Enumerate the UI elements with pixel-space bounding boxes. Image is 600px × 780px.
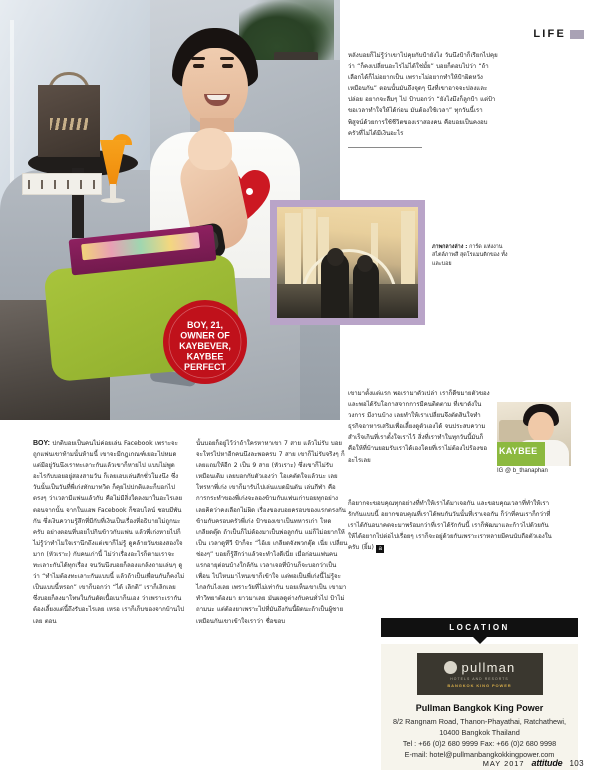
head-silhouette-left: [327, 248, 344, 266]
location-email: E-mail: hotel@pullmanbangkokkingpower.com: [404, 750, 555, 759]
location-body: [381, 644, 578, 770]
pullman-logo-subtitle: HOTELS AND RESORTS: [450, 677, 509, 681]
instagram-handle-caption: IG @ b_thanaphan: [497, 468, 548, 474]
heart-eye-right: [246, 188, 253, 195]
location-arrow-icon: [473, 637, 487, 644]
svg-text:BOY, 21,OWNER OFKAYBEVER,KAYBE: BOY, 21, OWNER OF KAYBEVER, KAYBEE PERFECT: [179, 320, 231, 372]
section-square-icon: [570, 30, 584, 39]
column-right-top: [348, 50, 498, 148]
section-label: LIFE: [533, 28, 566, 40]
column-two: [196, 438, 348, 627]
building-5: [401, 211, 415, 285]
caption-text: การ์ด แห่งงานสไตล์ภาพสี สุดโรแมนติกของ ทั้งและบอย: [432, 244, 508, 267]
body-text-right-top: หลังบอยก็ไม่รู้ว่าเขาไปคุยกับป้ายังไง วันนึงป้าก็เรียกไปคุยว่า “ก็คงเปลี่ยนอะไรไม่ได้ใช่มั้ย” บอยก็ตอบไปว่า “ถ้าเลือกได้ก็ไม่อยากเป็น เพราะไม่อยากทำให้ป้าผิดหวังเหมือนกัน” ตอนนั้นมันถึงจุดๆ นึงที่เขาอาจจะปลงและปล่อย อยากจะลืมๆ ไป ป้าบอกว่า “ยังไงมึงก็ลูกป้า แต่ป้าขอเวลาทำใจให้ได้ก่อน มันต้องใช้เวลา” ทุกวันนี้เราพิสูจน์ด้วยการใช้ชีวิตของเราสองคน คือบอยเป็นคงอบครัวที่ไม่ได้มีเงินอะไร: [348, 52, 498, 137]
column-one-text: ปกติบอยเป็นคนไม่ค่อยเล่น Facebook เพราะจะถูกแฟนเขาท้ามนั้นห้ามนี้ เขาจะมีกฎเกณฑ์เยอะไปหมด แต่มีอยู่วันนึงเราทะเลาะกันแล้วเขาก็หายไป แบบไม่พูดอะไรกับบอยอยู่สองสามวัน ก็เลยเอบเล่นสักชั่วโมงนึง ซึ่งวันนั้นเป็นวันที่พี่เก่งทักมาทวิต ก็คุยไปปกติและก็บอกไปตรงๆ ว่าเวลามีแฟนแล้วกับ คือไม่มีสิ่งใดลงมาในอะไรเลย ตอนจากนั้น จากในแอพ Facebook ก็ชอบไลน์ ชอบมีพันกัน ซึ่งเงินความรู้สึกที่มีกับที่เงินเป็นเรื่องที่อธิบายไม่ถูกนะครับ อย่างตอนที่บอยไปกินข้าวกับแฟน แล้วพี่เก่งหายไปก็ไม่รู้ว่าทำไมใจเรานึกถึงแต่เขาก็ไม่รู้ ดูคล้ายวันของสองใจมาก (หัวเราะ) กับคนเก่านี้ ไม่ว่าเรื่องอะไรก็ตามเราจะทะเลาะกันได้ทุกเรื่อง จนวันนึงบอยก็ลองแกล้งถามเล่นๆ ดูว่า “ทำไมต้องทะเลาะกันแบบนี้ แล้วถ้าเป็นเพื่อนกันก็คงไม่เป็นแบบนี้หรอก” เขาก็บอกว่า “ได้ เลิกดิ” เราก็เลิกเลย ซึ่งบอยก็ลงมาโทษในกันตัดเนื้อเนาก็นเอง ว่าเพราะเรากันต้องเลี้ยงแต่นี้ถึงรับอะไรเลย เหรอ เราก็เก็บของจากบ้านไปเลย ตอน: [33, 440, 185, 625]
body-text-center-middle: เขามาตั้งแต่แรก พอเรามาตัวเปล่า เราก็ดีขมายตัวของ และพอได้รับโอกาสจากการมีคนติดตาม ที่เขาดังในวงการ มีงานบ้าง เลยทำให้เราเปลี่ยนจึงตัดสินใจทำธุรกิจอาหารเสริมเพื่อเลี้ยงดูตัวเองได้ จนประสบความสำเร็จเกินที่เราตั้งใจเราไว้ สิ่งที่เราทำในทุกวันนี้มันก็คือให้ที่บ้านยอมรับเราได้เองโดยที่เราไม่ต้องไปร้องขออะไรเลย: [348, 390, 490, 464]
paper-bag-logo: [50, 118, 88, 130]
footer-page-number: 103: [569, 759, 584, 768]
column-one: [33, 438, 185, 627]
pullman-logo-name: pullman: [461, 660, 516, 675]
column-center-middle: [348, 388, 490, 466]
footer-brand: attitude: [531, 758, 563, 768]
glass-base: [101, 198, 125, 203]
pullman-logo-property: BANGKOK KING POWER: [447, 683, 512, 688]
column-one-lead: BOY:: [33, 440, 50, 447]
building-1: [285, 213, 301, 285]
body-text-right-middle: [348, 498, 553, 553]
location-address-line-2: 10400 Bangkok Thailand: [439, 728, 520, 737]
pullman-logo: [417, 653, 543, 695]
white-gift-box: [22, 173, 102, 195]
eye-right: [222, 64, 233, 68]
section-header: [533, 28, 584, 40]
couple-photo: [270, 200, 425, 325]
end-marker-icon: a: [376, 545, 384, 553]
pullman-logo-row: [444, 660, 516, 675]
ig-face: [528, 412, 554, 442]
page-footer: [483, 758, 584, 768]
eye-left: [193, 64, 204, 68]
footer-date: MAY 2017: [482, 759, 525, 768]
location-phone: Tel : +66 (0)2 680 9999 Fax: +66 (0)2 680 9998: [402, 739, 557, 748]
eyebrow-left: [191, 57, 205, 60]
location-box: [381, 618, 578, 770]
macarons: [81, 232, 200, 260]
column-right-middle: [348, 498, 553, 553]
photo-caption: [432, 243, 512, 268]
right-middle-text: ก็อยากจะขอบคุณทุกอย่างที่ทำให้เราได้มาเจอกัน และขอบคุณเวลาที่ทำให้เรารักกันแบบนี้ อยากขอบคุณที่เราได้พบกันวันนั้นที่เราเจอกัน ก็ว่าที่คนเราก็กว่าที่เราได้กันอนาคตจะมาพร้อมกว่าที่เราได้รักกันนี้ เราก็พัฒนาและก้าวไปด้วยกันให้ได้อยากไปต่อไปเรื่อยๆ เราก็จะอยู่ด้วยกันเพราะเราหลายมีคนนับถือตัวเองในครับ: [348, 500, 552, 552]
location-address-line-1: 8/2 Rangnam Road, Thanon-Phayathai, Ratchathewi,: [392, 717, 567, 726]
kaybee-label: KAYBEE: [499, 446, 538, 456]
eyebrow-right: [220, 57, 234, 60]
caption-label: ภาพกลางล่าง :: [432, 244, 468, 250]
status-badge: [163, 300, 247, 384]
body-text-column-two: นั้นบอยก็อยู่ไว้ว่าถ้าใครหาหาเขา 7 สาย แล้วไม่รับ บอยจะโทรไปหาอีกคนนึงละพอครบ 7 สาย เขาก็ไม่รับจริงๆ ก็เลยแถมให้อีก 2 เป็น 9 สาย (หัวเราะ) ซึ่งเขาก็ไม่รับเหมือนเดิม เลยบอกกับตัวเองว่า โอเคตัดใจแล้วนะ เลยโทรหาพี่เก่ง เขาก็มารับไปเล่นแบดมินตัน เล่นกีฬา คือการกระทำของพี่เก่งจะลองข้ามกับแฟนเก่าบอยทุกอย่าง เลยคิดว่าคงเลือกไม่ผิด เรื่องของบอยครอบของแรกตรงกันข้ามกับครอบครัวพี่เก่ง ป้าของเขาเป็นทหารเก่า โหด เกลียดตุ๊ด ถ้าเป็นก็ไม่ต้องมาเป็นพ่อลูกกัน แม่ก็ไม่อยากให้เป็น เวลาดูทีวี ป้าก็จะ “ไอ้เย เกลียดจังพวกตุ๊ด เนี่ย เปลี่ยนช่องๆ” บอยก็รู้สึกว่าแล้วจะทำไงดีเนี่ย เมื่อก่อนแฟนคนแรกอายุต่อนบ้างใกล้กัน เวลาเจอที่บ้านก็จะบอกว่าเป็นเพื่อน ไปไหนมาไหนเขาก็เข้าใจ แต่พอเป็นพี่เก่งนี้ไม่รู้จะไกลกับไงเลย เพราะวัยที่ไม่เท่ากัน บอยเห็นเขาเป็น เขามาทำวิทยาต้องมา ยาวมาเลย มันผลดูต่างกับคนทั่วไป ป้าไม่ถามนะ แต่ต้องยาเพราะไปที่มันถึงกันนี้ผิดนะถ้าเป็นผู้ชายเหมือนกันเขาเข้าใจเราว่า ชื่อขอบ: [196, 440, 348, 625]
couple-photo-image: [277, 207, 418, 318]
right-middle-end: (ยิ้ม): [361, 544, 374, 552]
pullman-circle-icon: [444, 661, 457, 674]
location-bar-label: LOCATION: [381, 618, 578, 637]
body-text-column-one: [33, 438, 185, 627]
location-title: Pullman Bangkok King Power: [415, 703, 544, 713]
hand: [188, 128, 232, 170]
head-silhouette-right: [357, 255, 373, 272]
divider-rule: [348, 147, 422, 148]
instagram-photo: [497, 402, 571, 466]
